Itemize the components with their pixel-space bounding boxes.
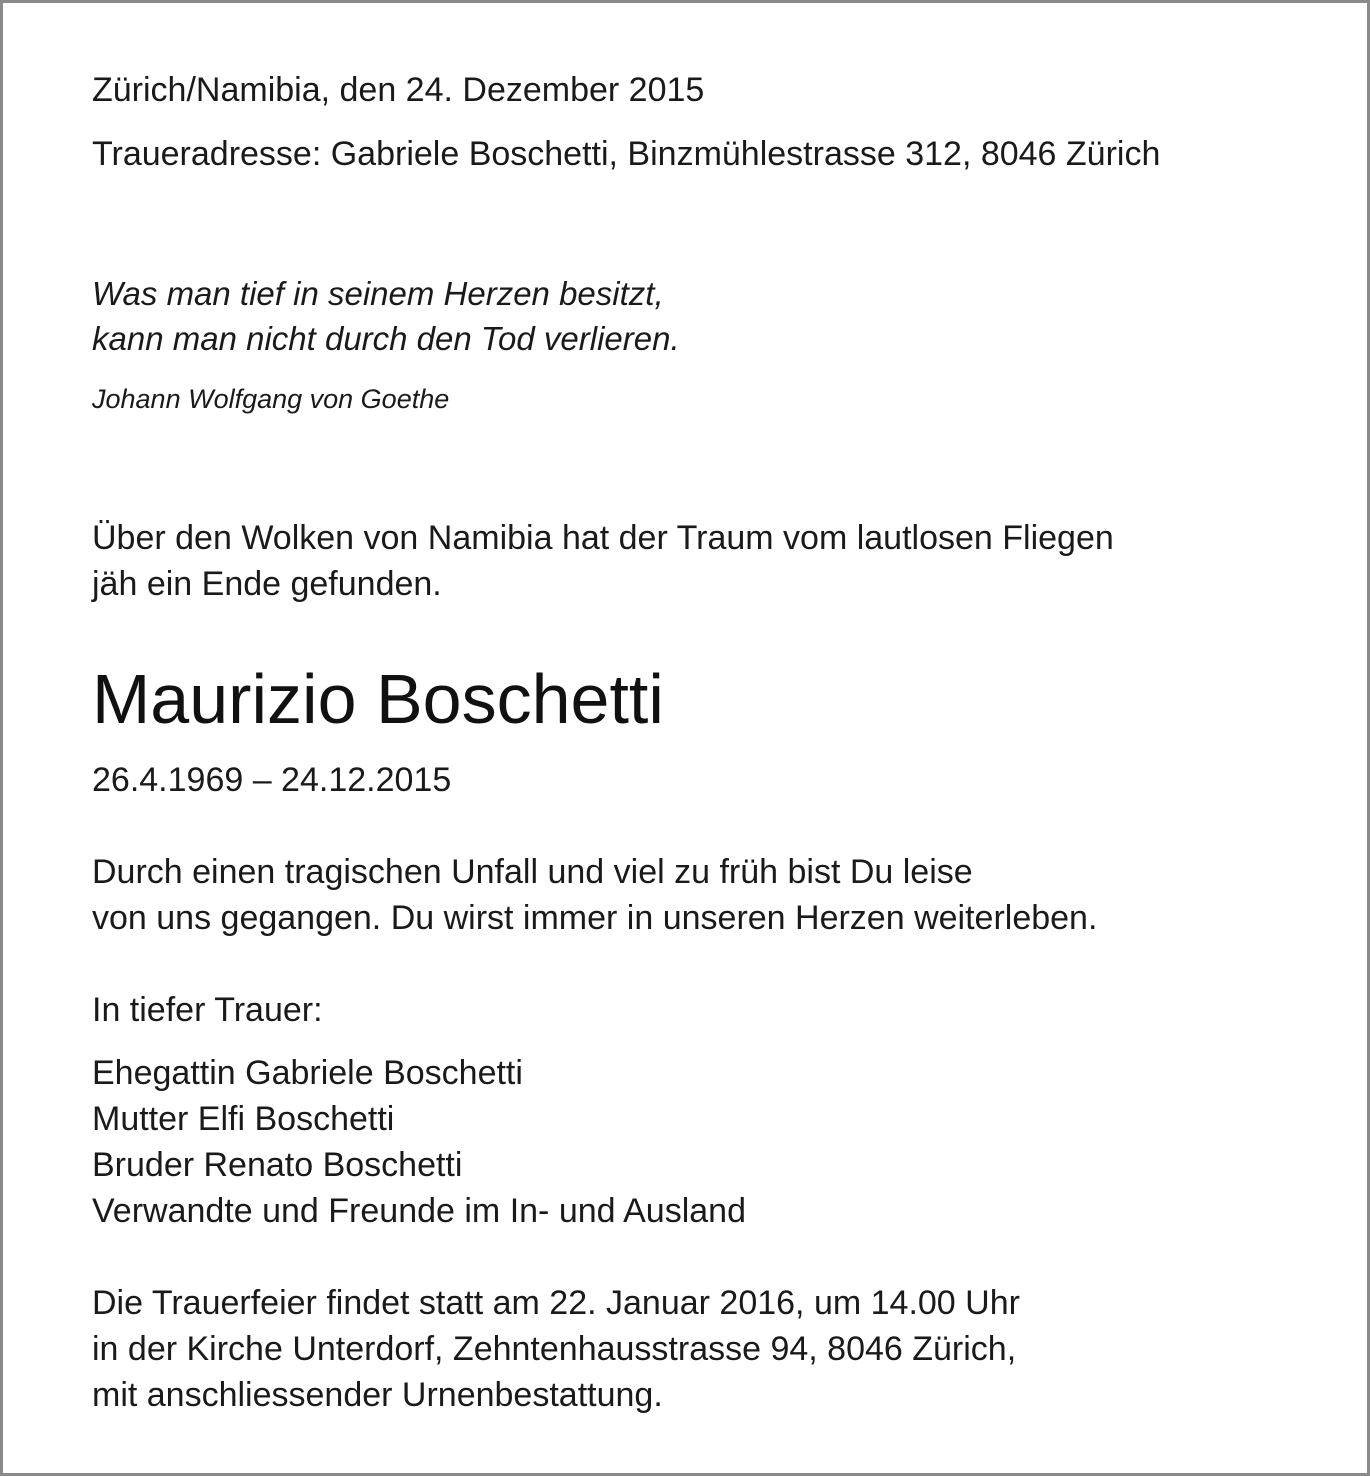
quote-author: Johann Wolfgang von Goethe (92, 384, 450, 414)
message-line: Durch einen tragischen Unfall und viel zu früh bist Du leise (92, 853, 973, 891)
mourner-item: Bruder Renato Boschetti (92, 1146, 463, 1184)
mourners-heading: In tiefer Trauer: (92, 991, 323, 1029)
mourner-item: Mutter Elfi Boschetti (92, 1100, 395, 1138)
life-dates: 26.4.1969 – 24.12.2015 (92, 761, 452, 799)
mourner-item: Ehegattin Gabriele Boschetti (92, 1054, 523, 1092)
message-paragraph (92, 849, 1097, 941)
place-date: Zürich/Namibia, den 24. Dezember 2015 (92, 71, 705, 109)
mourning-address: Traueradresse: Gabriele Boschetti, Binzmühlestrasse 312, 8046 Zürich (92, 135, 1161, 173)
ceremony-line: in der Kirche Unterdorf, Zehntenhausstrasse 94, 8046 Zürich, (92, 1330, 1017, 1368)
message-line: von uns gegangen. Du wirst immer in unseren Herzen weiterleben. (92, 899, 1098, 937)
goethe-quote (92, 271, 680, 361)
quote-line: kann man nicht durch den Tod verlieren. (92, 320, 680, 357)
intro-line: Über den Wolken von Namibia hat der Traum vom lautlosen Fliegen (92, 519, 1114, 557)
intro-line: jäh ein Ende gefunden. (92, 565, 442, 603)
mourner-item: Verwandte und Freunde im In- und Ausland (92, 1192, 746, 1230)
quote-line: Was man tief in seinem Herzen besitzt, (92, 275, 664, 312)
ceremony-line: mit anschliessender Urnenbestattung. (92, 1376, 663, 1414)
ceremony-paragraph (92, 1280, 1020, 1418)
intro-paragraph (92, 515, 1114, 607)
ceremony-line: Die Trauerfeier findet statt am 22. Januar 2016, um 14.00 Uhr (92, 1284, 1020, 1322)
mourners-list (92, 1050, 746, 1234)
deceased-name: Maurizio Boschetti (92, 660, 664, 738)
